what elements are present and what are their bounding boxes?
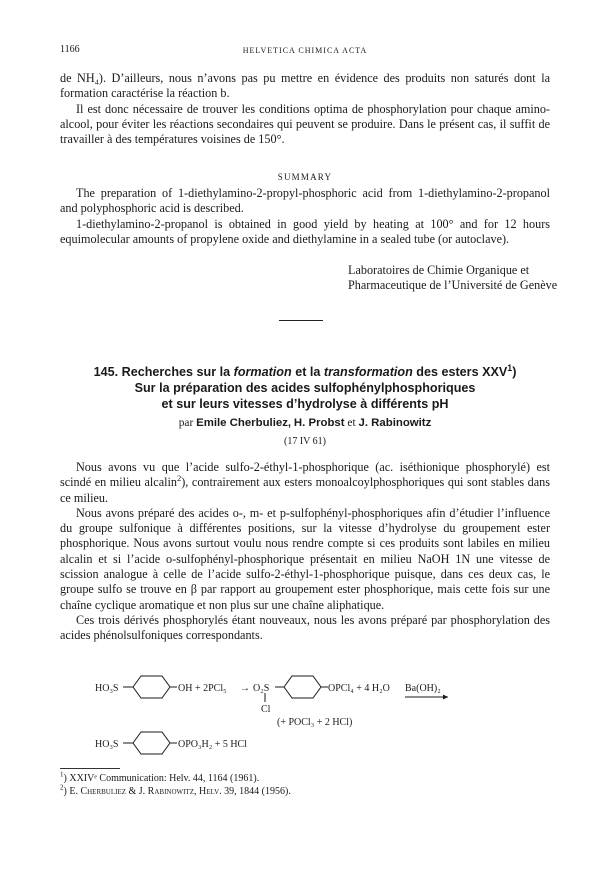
article-body <box>60 460 550 644</box>
affiliation <box>348 263 568 294</box>
paragraph: 1-diethylamino-2-propanol is obtained in good yield by heating at 100° and for 12 hours equimolecular amounts of propylene oxide and diethylamine in a sealed tube (or autoclave). <box>60 216 550 246</box>
scheme-text: HO₃S <box>95 683 119 694</box>
benzene-ring <box>133 732 170 754</box>
title-line-1: 145. Recherches sur la formation et la transformation des esters XXV$^1$) <box>93 362 517 379</box>
scheme-text: OPCl₄ + 4 H₂O <box>328 683 390 694</box>
reaction-arrow: → <box>240 683 250 694</box>
paragraph: Ces trois dérivés phosphorylés étant nouveaux, nous les avons préparé par phosphorylation des acides phénolsulfoniques correspondants. <box>60 612 550 643</box>
scheme-text: HO₃S <box>95 739 119 750</box>
paragraph: Nous avons préparé des acides o-, m- et p-sulfophényl-phosphoriques afin d’étudier l’influence du groupe sulfonique à différentes positions, sur la vitesse d’hydrolyse du groupement ester phosphorique. Nous avons surtout voulu nous rendre compte si ces produits sont labiles en milieu alcalin et si l’acide o-sulfophényl-phosphorique présentait en milieu NaOH 1N une vitesse de scission analogue à celle de l’acide sulfo-2-éthyl-1-phosphorique puisque, dans ces deux cas, le groupe sulfo se trouve en β par rapport au groupement ester phosphorique, mais cette fois sur une chaîne cyclique aromatique et non plus sur une chaîne aliphatique. <box>60 505 550 612</box>
continuation-text <box>60 71 550 147</box>
separator-rule <box>279 320 323 321</box>
footnotes <box>60 772 550 798</box>
paragraph: de NH₄). D’ailleurs, nous n’avons pas pu mettre en évidence des produits non saturés dont la formation caractérise la réaction b. <box>60 71 550 101</box>
summary-text <box>60 186 550 247</box>
footnote-ref[interactable]: 1 <box>507 362 513 373</box>
footnote-ref[interactable]: 2 <box>176 473 182 484</box>
received-date: (17 IV 61) <box>283 436 327 447</box>
article-title <box>60 364 550 412</box>
reagent-label: Ba(OH)₂ <box>405 683 441 694</box>
scheme-text: Cl <box>261 704 271 715</box>
scheme-text: O₂S <box>253 683 270 694</box>
scheme-text: OPO₃H₂ + 5 HCl <box>178 739 248 750</box>
author: Emile Cherbuliez, <box>196 417 292 429</box>
scheme-text: (+ POCl₃ + 2 HCl) <box>277 717 353 728</box>
paragraph: Il est donc nécessaire de trouver les conditions optima de phosphorylation pour chaque amino-alcool, pour éviter les réactions secondaires qui peuvent se produire. Dans le présent cas, il suffit de travailler à des températures voisines de 150°. <box>60 101 550 147</box>
footnote-rule <box>60 768 120 769</box>
scheme-text: OH + 2PCl₅ <box>178 683 227 694</box>
arrow-head <box>443 695 448 700</box>
footnote: $^2$) E. Cherbuliez & J. Rabinowitz, Helv. 39, 1844 (1956). <box>60 783 291 797</box>
paragraph: The preparation of 1-diethylamino-2-propyl-phosphoric acid from 1-diethylamino-2-propanol and polyphosphoric acid is described. <box>60 186 550 216</box>
title-line-3: et sur leurs vitesses d’hydrolyse à différents pH <box>161 397 449 411</box>
benzene-ring <box>133 676 170 698</box>
author-line: par Emile Cherbuliez, H. Probst et J. Rabinowitz <box>178 417 432 429</box>
journal-title: HELVETICA CHIMICA ACTA <box>242 46 368 55</box>
benzene-ring <box>284 676 321 698</box>
paragraph: Nous avons vu que l’acide sulfo-2-éthyl-1-phosphorique (ac. iséthionique phosphorylé) est scindé en milieu alcalin$^2$), contrairement aux esters monoalcoylphosphoriques qui sont stables dans ce milieu. <box>60 460 550 505</box>
affiliation-line: Pharmaceutique de l’Université de Genève <box>348 278 558 293</box>
page-number: 1166 <box>60 44 80 55</box>
affiliation-line: Laboratoires de Chimie Organique et <box>348 263 530 277</box>
author: J. Rabinowitz <box>358 417 432 429</box>
summary-heading: SUMMARY <box>277 172 333 182</box>
running-header <box>60 44 550 58</box>
title-line-2: Sur la préparation des acides sulfophénylphosphoriques <box>134 381 476 395</box>
author: H. Probst <box>293 417 345 429</box>
article-number: 145. <box>93 365 119 379</box>
footnote: $^1$) XXIVᵉ Communication: Helv. 44, 1164 (1961). <box>60 770 260 784</box>
